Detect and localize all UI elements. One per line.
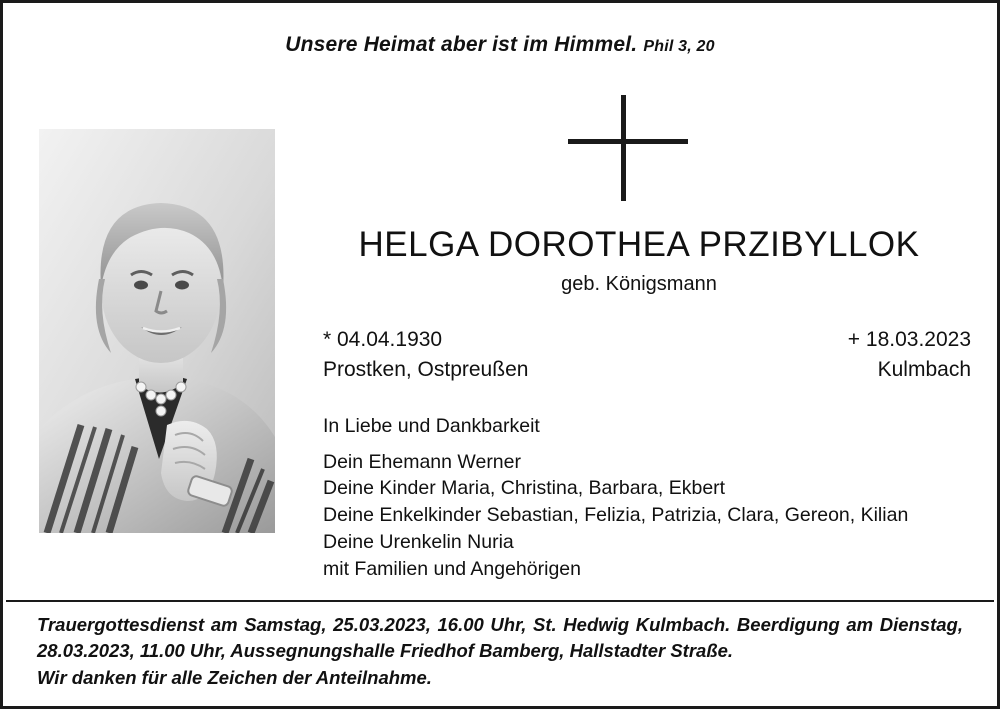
- epigraph-reference: Phil 3, 20: [643, 38, 715, 55]
- dedication-intro: In Liebe und Dankbarkeit: [323, 415, 540, 437]
- life-dates: [323, 325, 971, 386]
- dedication-line: mit Familien und Angehörigen: [323, 557, 581, 580]
- epigraph-text: Unsere Heimat aber ist im Himmel.: [285, 33, 638, 56]
- birth-place: Prostken, Ostpreußen: [323, 358, 529, 382]
- cross-icon: [568, 95, 688, 201]
- death-date: + 18.03.2023: [847, 328, 971, 351]
- dedication-spacer: [323, 440, 983, 449]
- cross-vertical-bar: [621, 95, 626, 201]
- death-place: Kulmbach: [877, 358, 971, 382]
- dedication-line: Deine Enkelkinder Sebastian, Felizia, Patrizia, Clara, Gereon, Kilian: [323, 504, 909, 527]
- cross-horizontal-bar: [568, 139, 688, 144]
- dedication-line: Deine Kinder Maria, Christina, Barbara, Ekbert: [323, 477, 726, 500]
- service-information: Trauergottesdienst am Samstag, 25.03.2023, 16.00 Uhr, St. Hedwig Kulmbach. Beerdigung am Dienstag, 28.03.2023, 11.00 Uhr, Aussegnungshalle Friedhof Bamberg, Hallstadter Straße.: [37, 613, 963, 662]
- epigraph: [3, 33, 997, 57]
- deceased-maiden-name: geb. Königsmann: [561, 273, 717, 295]
- deceased-name: HELGA DOROTHEA PRZIBYLLOK: [358, 225, 920, 264]
- dedication-block: [323, 413, 983, 582]
- dedication-line: Deine Urenkelin Nuria: [323, 530, 514, 553]
- birth-date: * 04.04.1930: [323, 328, 443, 351]
- portrait-illustration: [39, 129, 275, 533]
- funeral-details: [3, 612, 997, 692]
- portrait-photo: [39, 129, 275, 533]
- thanks-note: Wir danken für alle Zeichen der Anteilnahme.: [37, 667, 432, 689]
- divider: [6, 600, 994, 602]
- dedication-line: Dein Ehemann Werner: [323, 450, 521, 473]
